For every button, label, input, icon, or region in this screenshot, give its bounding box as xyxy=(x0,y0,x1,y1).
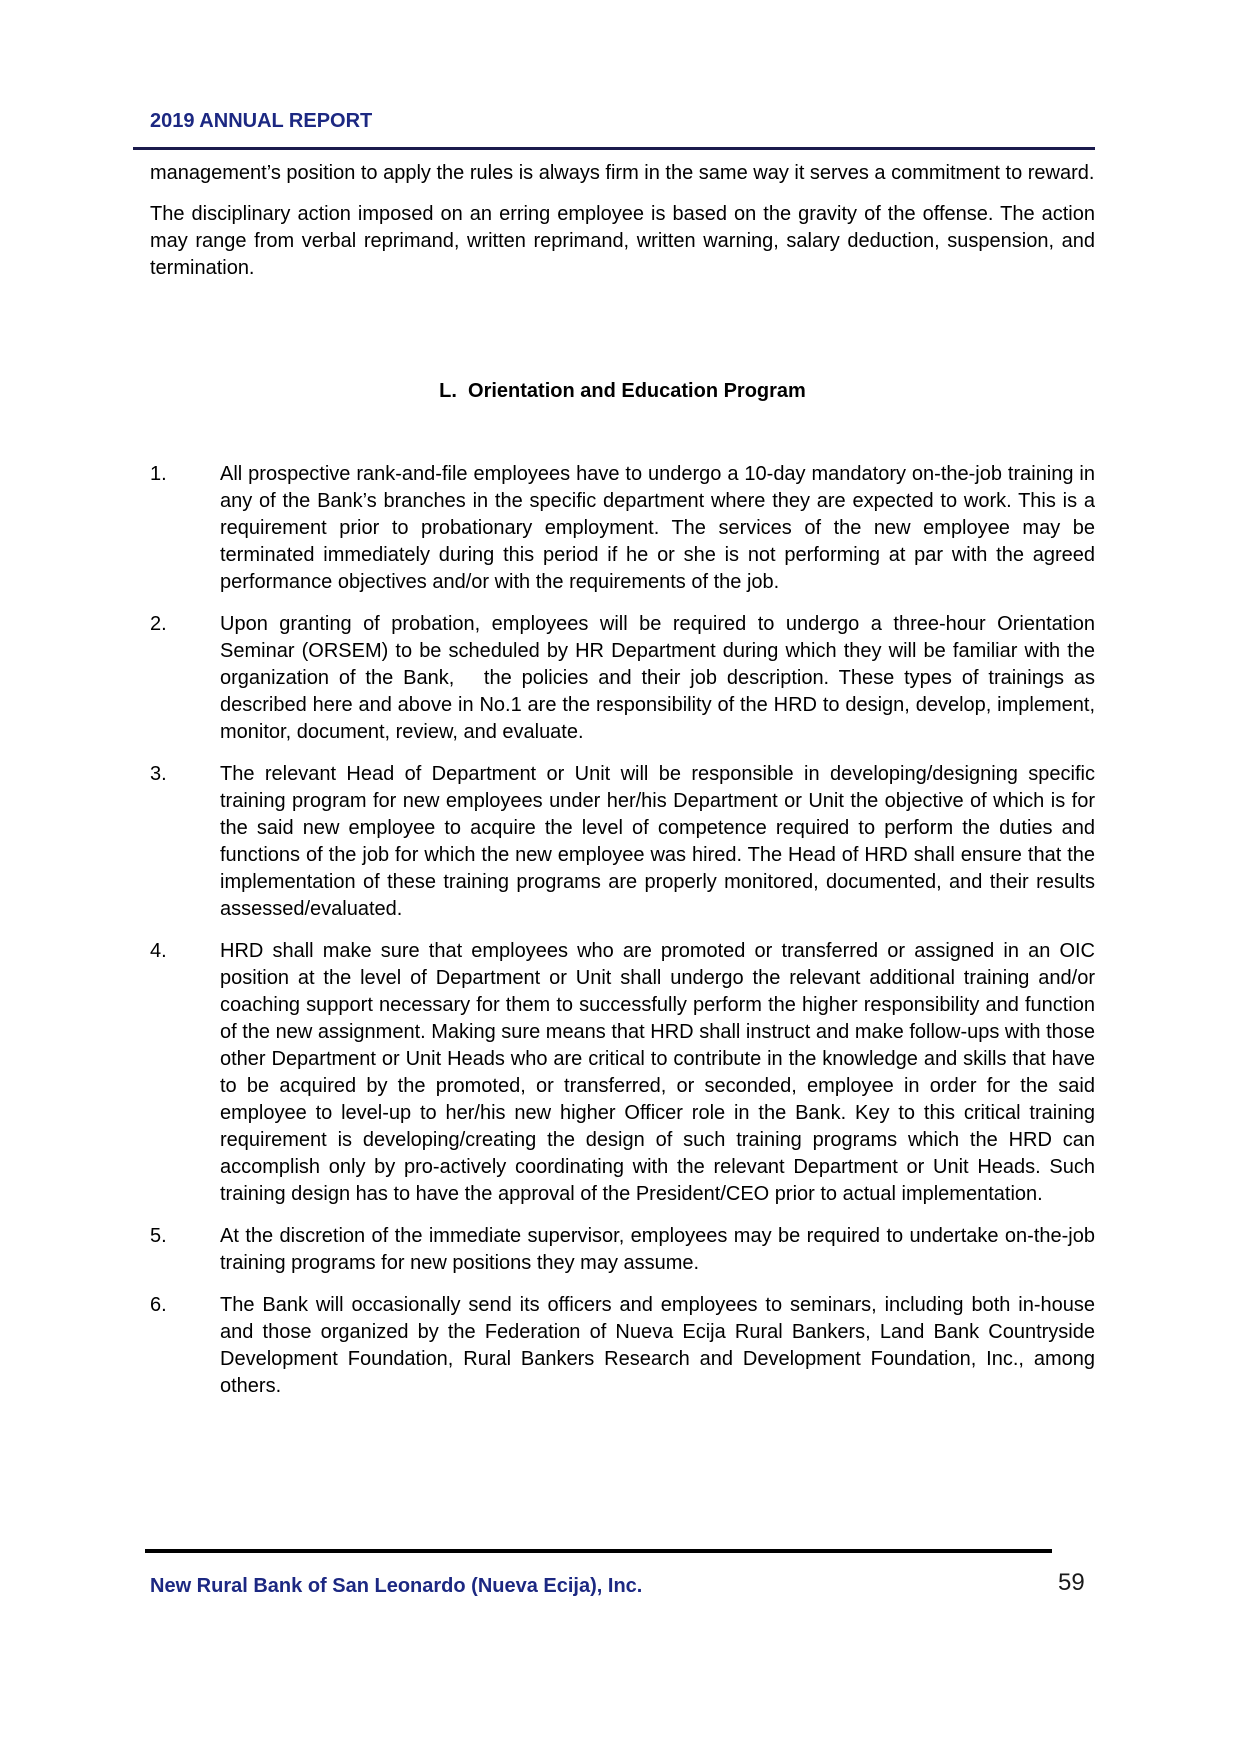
list-item xyxy=(150,1223,1095,1277)
list-item xyxy=(150,938,1095,1208)
list-item-number: 1. xyxy=(150,463,167,485)
page-number: 59 xyxy=(1058,1569,1085,1596)
list-item xyxy=(150,1292,1095,1400)
list-item-number: 3. xyxy=(150,763,167,785)
paragraph-disciplinary-action: The disciplinary action imposed on an erring employee is based on the gravity of the offense. The action may range from verbal reprimand, written reprimand, written warning, salary deduction, suspension, and termination. xyxy=(150,203,1095,279)
list-item-number: 2. xyxy=(150,613,167,635)
section-heading-orientation-program: L. Orientation and Education Program xyxy=(439,380,806,402)
list-item-text: All prospective rank-and-file employees have to undergo a 10-day mandatory on-the-job training in any of the Bank’s branches in the specific department where they are expected to work. This is a requirement prior to probationary employment. The services of the new employee may be terminated immediately during this period if he or she is not performing at par with the agreed performance objectives and/or with the requirements of the job. xyxy=(220,463,1095,593)
list-item xyxy=(150,611,1095,746)
footer-rule xyxy=(145,1549,1052,1553)
list-item-number: 4. xyxy=(150,940,167,962)
list-item xyxy=(150,761,1095,923)
header-rule xyxy=(133,147,1095,150)
list-item-number: 5. xyxy=(150,1225,167,1247)
report-header-title: 2019 ANNUAL REPORT xyxy=(150,110,373,132)
list-item-number: 6. xyxy=(150,1294,167,1316)
paragraph-management-position: management’s position to apply the rules is always firm in the same way it serves a commitment to reward. xyxy=(150,162,1095,184)
list-item-text: The relevant Head of Department or Unit will be responsible in developing/designing specific training program for new employees under her/his Department or Unit the objective of which is for the said new employee to acquire the level of competence required to perform the duties and functions of the job for which the new employee was hired. The Head of HRD shall ensure that the implementation of these training programs are properly monitored, documented, and their results assessed/evaluated. xyxy=(220,763,1095,920)
list-item-text: Upon granting of probation, employees will be required to undergo a three-hour Orientation Seminar (ORSEM) to be scheduled by HR Department during which they will be familiar with the organization of the Bank, the policies and their job description. These types of trainings as described here and above in No.1 are the responsibility of the HRD to design, develop, implement, monitor, document, review, and evaluate. xyxy=(220,613,1095,743)
page-content xyxy=(150,160,1095,1400)
list-item xyxy=(150,461,1095,596)
footer-bank-name: New Rural Bank of San Leonardo (Nueva Ecija), Inc. xyxy=(150,1575,643,1597)
list-item-text: The Bank will occasionally send its officers and employees to seminars, including both in-house and those organized by the Federation of Nueva Ecija Rural Bankers, Land Bank Countryside Development Foundation, Rural Bankers Research and Development Foundation, Inc., among others. xyxy=(220,1294,1095,1397)
list-item-text: At the discretion of the immediate supervisor, employees may be required to undertake on-the-job training programs for new positions they may assume. xyxy=(220,1225,1095,1274)
page-header xyxy=(150,108,1095,150)
orientation-program-list xyxy=(150,461,1095,1400)
list-item-text: HRD shall make sure that employees who are promoted or transferred or assigned in an OIC position at the level of Department or Unit shall undergo the relevant additional training and/or coaching support necessary for them to successfully perform the higher responsibility and function of the new assignment. Making sure means that HRD shall instruct and make follow-ups with those other Department or Unit Heads who are critical to contribute in the knowledge and skills that have to be acquired by the promoted, or transferred, or seconded, employee in order for the said employee to level-up to her/his new higher Officer role in the Bank. Key to this critical training requirement is developing/creating the design of such training programs which the HRD can accomplish only by pro-actively coordinating with the relevant Department or Unit Heads. Such training design has to have the approval of the President/CEO prior to actual implementation. xyxy=(220,940,1095,1205)
